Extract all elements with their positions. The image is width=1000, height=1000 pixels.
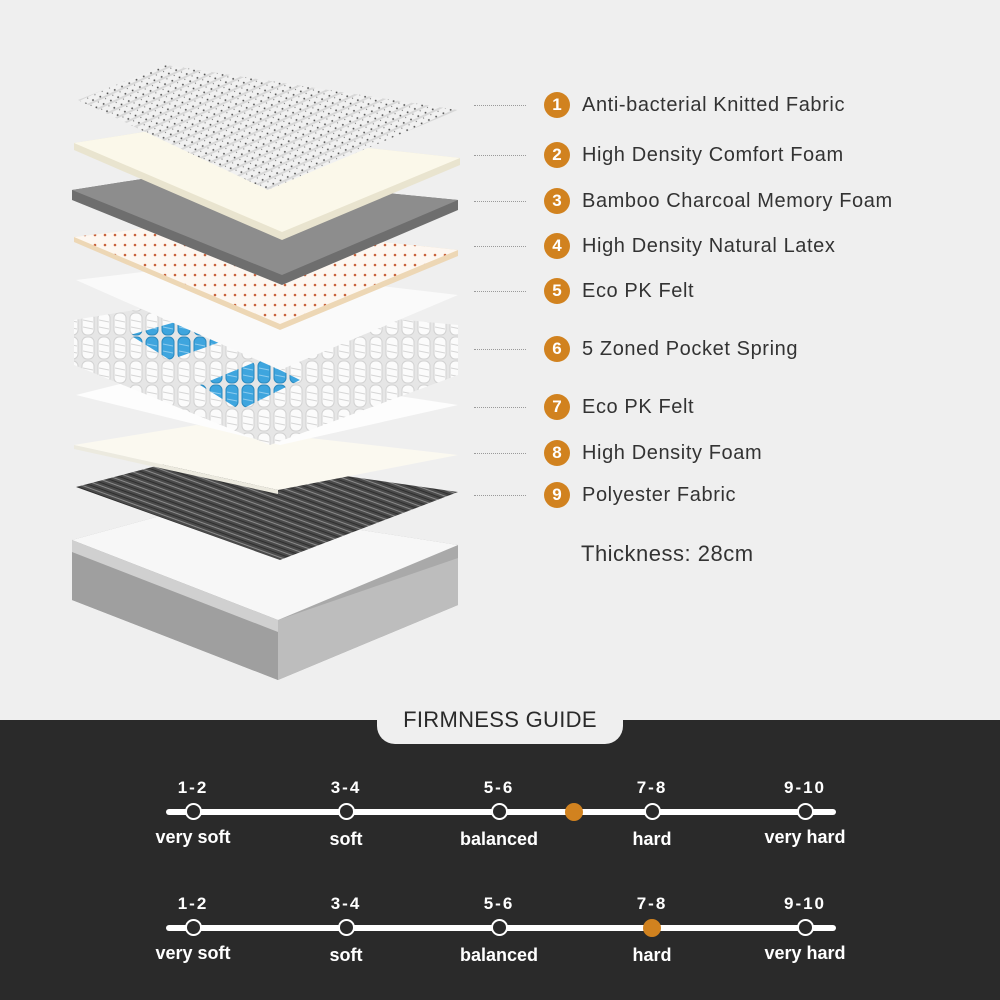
scale-node [797, 803, 814, 820]
level-label: very soft [155, 943, 231, 963]
leader-line [474, 291, 526, 292]
legend-item-6 [474, 335, 798, 363]
legend-label: 5 Zoned Pocket Spring [582, 337, 799, 360]
level-label: very soft [155, 827, 231, 847]
number-badge: 5 [544, 278, 570, 304]
leader-line [474, 407, 526, 408]
number-badge: 7 [544, 394, 570, 420]
number-badge: 1 [544, 92, 570, 118]
scale-node [185, 919, 202, 936]
level-label: hard [632, 945, 672, 965]
legend-item-9 [474, 481, 736, 509]
firmness-marker [643, 919, 661, 937]
number-badge: 3 [544, 188, 570, 214]
number-badge: 6 [544, 336, 570, 362]
firmness-guide-title: FIRMNESS GUIDE [403, 707, 597, 732]
scale-node [338, 803, 355, 820]
level-label: balanced [459, 829, 539, 849]
legend-label: Eco PK Felt [582, 279, 695, 302]
scale-node [185, 803, 202, 820]
legend-label: Eco PK Felt [582, 395, 695, 418]
legend-label: High Density Foam [582, 441, 763, 464]
level-label: very hard [764, 943, 846, 963]
legend-item-4 [474, 232, 836, 260]
firmness-scale-2 [0, 891, 1000, 981]
level-label: very hard [764, 827, 846, 847]
legend-item-7 [474, 393, 694, 421]
range-label: 1-2 [177, 778, 209, 797]
range-label: 5-6 [483, 894, 515, 913]
leader-line [474, 155, 526, 156]
range-label: 9-10 [783, 778, 827, 797]
scale-node [491, 803, 508, 820]
firmness-scale-1 [0, 775, 1000, 865]
leader-line [474, 201, 526, 202]
thickness-label: Thickness: 28cm [581, 541, 754, 566]
leader-line [474, 246, 526, 247]
scale-node [338, 919, 355, 936]
firmness-guide-tab [377, 700, 623, 744]
range-label: 1-2 [177, 894, 209, 913]
legend-item-3 [474, 187, 893, 215]
firmness-marker [565, 803, 583, 821]
level-label: balanced [459, 945, 539, 965]
legend-item-2 [474, 141, 844, 169]
legend-item-8 [474, 439, 762, 467]
level-label: soft [329, 829, 363, 849]
legend-label: High Density Natural Latex [582, 234, 836, 257]
range-label: 3-4 [330, 778, 362, 797]
leader-line [474, 495, 526, 496]
number-badge: 2 [544, 142, 570, 168]
leader-line [474, 105, 526, 106]
range-label: 9-10 [783, 894, 827, 913]
level-label: hard [632, 829, 672, 849]
legend-label: Bamboo Charcoal Memory Foam [582, 189, 893, 212]
leader-line [474, 349, 526, 350]
level-label: soft [329, 945, 363, 965]
scale-node [644, 803, 661, 820]
number-badge: 9 [544, 482, 570, 508]
range-label: 3-4 [330, 894, 362, 913]
range-label: 7-8 [636, 778, 668, 797]
scale-node [491, 919, 508, 936]
legend-label: Polyester Fabric [582, 483, 737, 506]
legend-label: High Density Comfort Foam [582, 143, 844, 166]
range-label: 5-6 [483, 778, 515, 797]
leader-line [474, 453, 526, 454]
legend-item-5 [474, 277, 694, 305]
scale-node [797, 919, 814, 936]
legend-label: Anti-bacterial Knitted Fabric [582, 93, 846, 116]
range-label: 7-8 [636, 894, 668, 913]
number-badge: 8 [544, 440, 570, 466]
legend-item-1 [474, 91, 845, 119]
number-badge: 4 [544, 233, 570, 259]
